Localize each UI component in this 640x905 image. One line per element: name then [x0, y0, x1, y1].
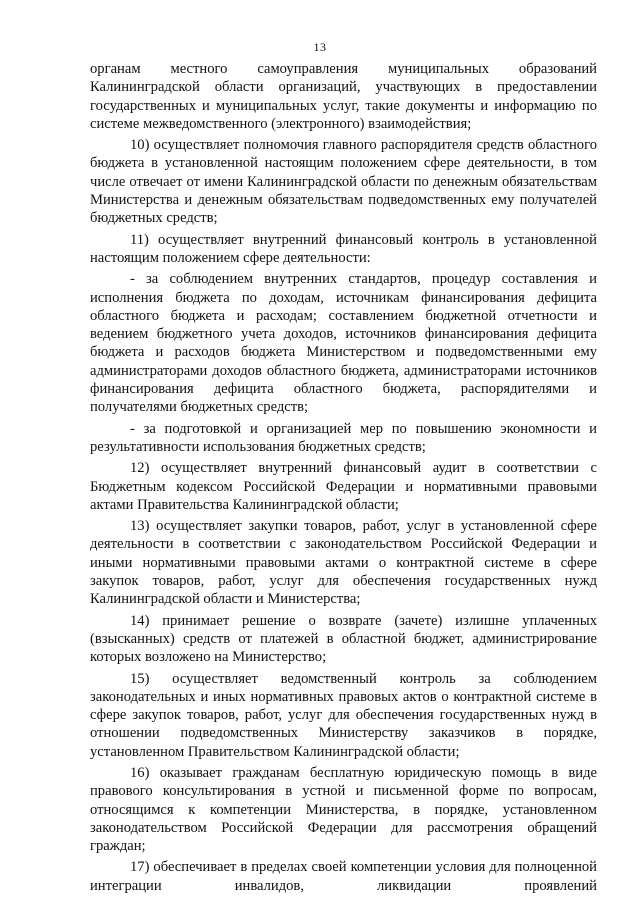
paragraph-item-13: 13) осуществляет закупки товаров, работ, услуг в установленной сфере деятельности в соответствии с законодательством Российской Федерации и иными нормативными правовыми актами о контрактной системе в сфере закупок товаров, работ, услуг для обеспечения государственных нужд Калининградской области и Министерства;	[90, 518, 597, 608]
paragraph-item-14: 14) принимает решение о возврате (зачете) излишне уплаченных (взысканных) средств от платежей в областной бюджет, администрирование которых возложено на Министерство;	[90, 612, 597, 666]
paragraph-subitem-2: - за подготовкой и организацией мер по повышению экономности и результативности использования бюджетных средств;	[90, 420, 597, 455]
paragraph-item-15: 15) осуществляет ведомственный контроль за соблюдением законодательных и иных нормативных правовых актов о контрактной системе в сфере закупок товаров, работ, услуг для обеспечения государственных нужд в отношении подведомственных Министерству заказчиков в порядке, установленном Правительством Калининградской области;	[90, 670, 597, 760]
paragraph-item-17: 17) обеспечивает в пределах своей компетенции условия для полноценной интеграции инвалидов, ликвидации проявлений	[90, 859, 597, 894]
paragraph-subitem-1: - за соблюдением внутренних стандартов, процедур составления и исполнения бюджета по доходам, источникам финансирования дефицита областного бюджета и расходам; составлением бюджетной отчетности и ведением бюджетного учета доходов, источников финансирования дефицита бюджета и расходов бюджета Министерством и подведомственными ему администраторами доходов областного бюджета, администраторами источников финансирования дефицита областного бюджета, распорядителями и получателями бюджетных средств;	[90, 271, 597, 416]
paragraph-item-12: 12) осуществляет внутренний финансовый аудит в соответствии с Бюджетным кодексом Российской Федерации и нормативными правовыми актами Правительства Калининградской области;	[90, 460, 597, 513]
paragraph-item-10: 10) осуществляет полномочия главного распорядителя средств областного бюджета в установленной настоящим положением сфере деятельности, в том числе отвечает от имени Калининградской области по денежным обязательствам Министерства и денежным обязательствам подведомственных ему получателей бюджетных средств;	[90, 137, 597, 227]
paragraph-item-11: 11) осуществляет внутренний финансовый контроль в установленной настоящим положением сфере деятельности:	[90, 231, 597, 266]
paragraph-item-16: 16) оказывает гражданам бесплатную юридическую помощь в виде правового консультирования в устной и письменной форме по вопросам, относящимся к компетенции Министерства, в порядке, установленном законодательством Российской Федерации для рассмотрения обращений граждан;	[90, 764, 597, 855]
page-number: 13	[313, 40, 327, 54]
document-body	[90, 60, 597, 898]
paragraph-continuation: органам местного самоуправления муниципальных образований Калининградской области организаций, участвующих в предоставлении государственных и муниципальных услуг, такие документы и информацию по системе межведомственного (электронного) взаимодействия;	[90, 61, 597, 132]
